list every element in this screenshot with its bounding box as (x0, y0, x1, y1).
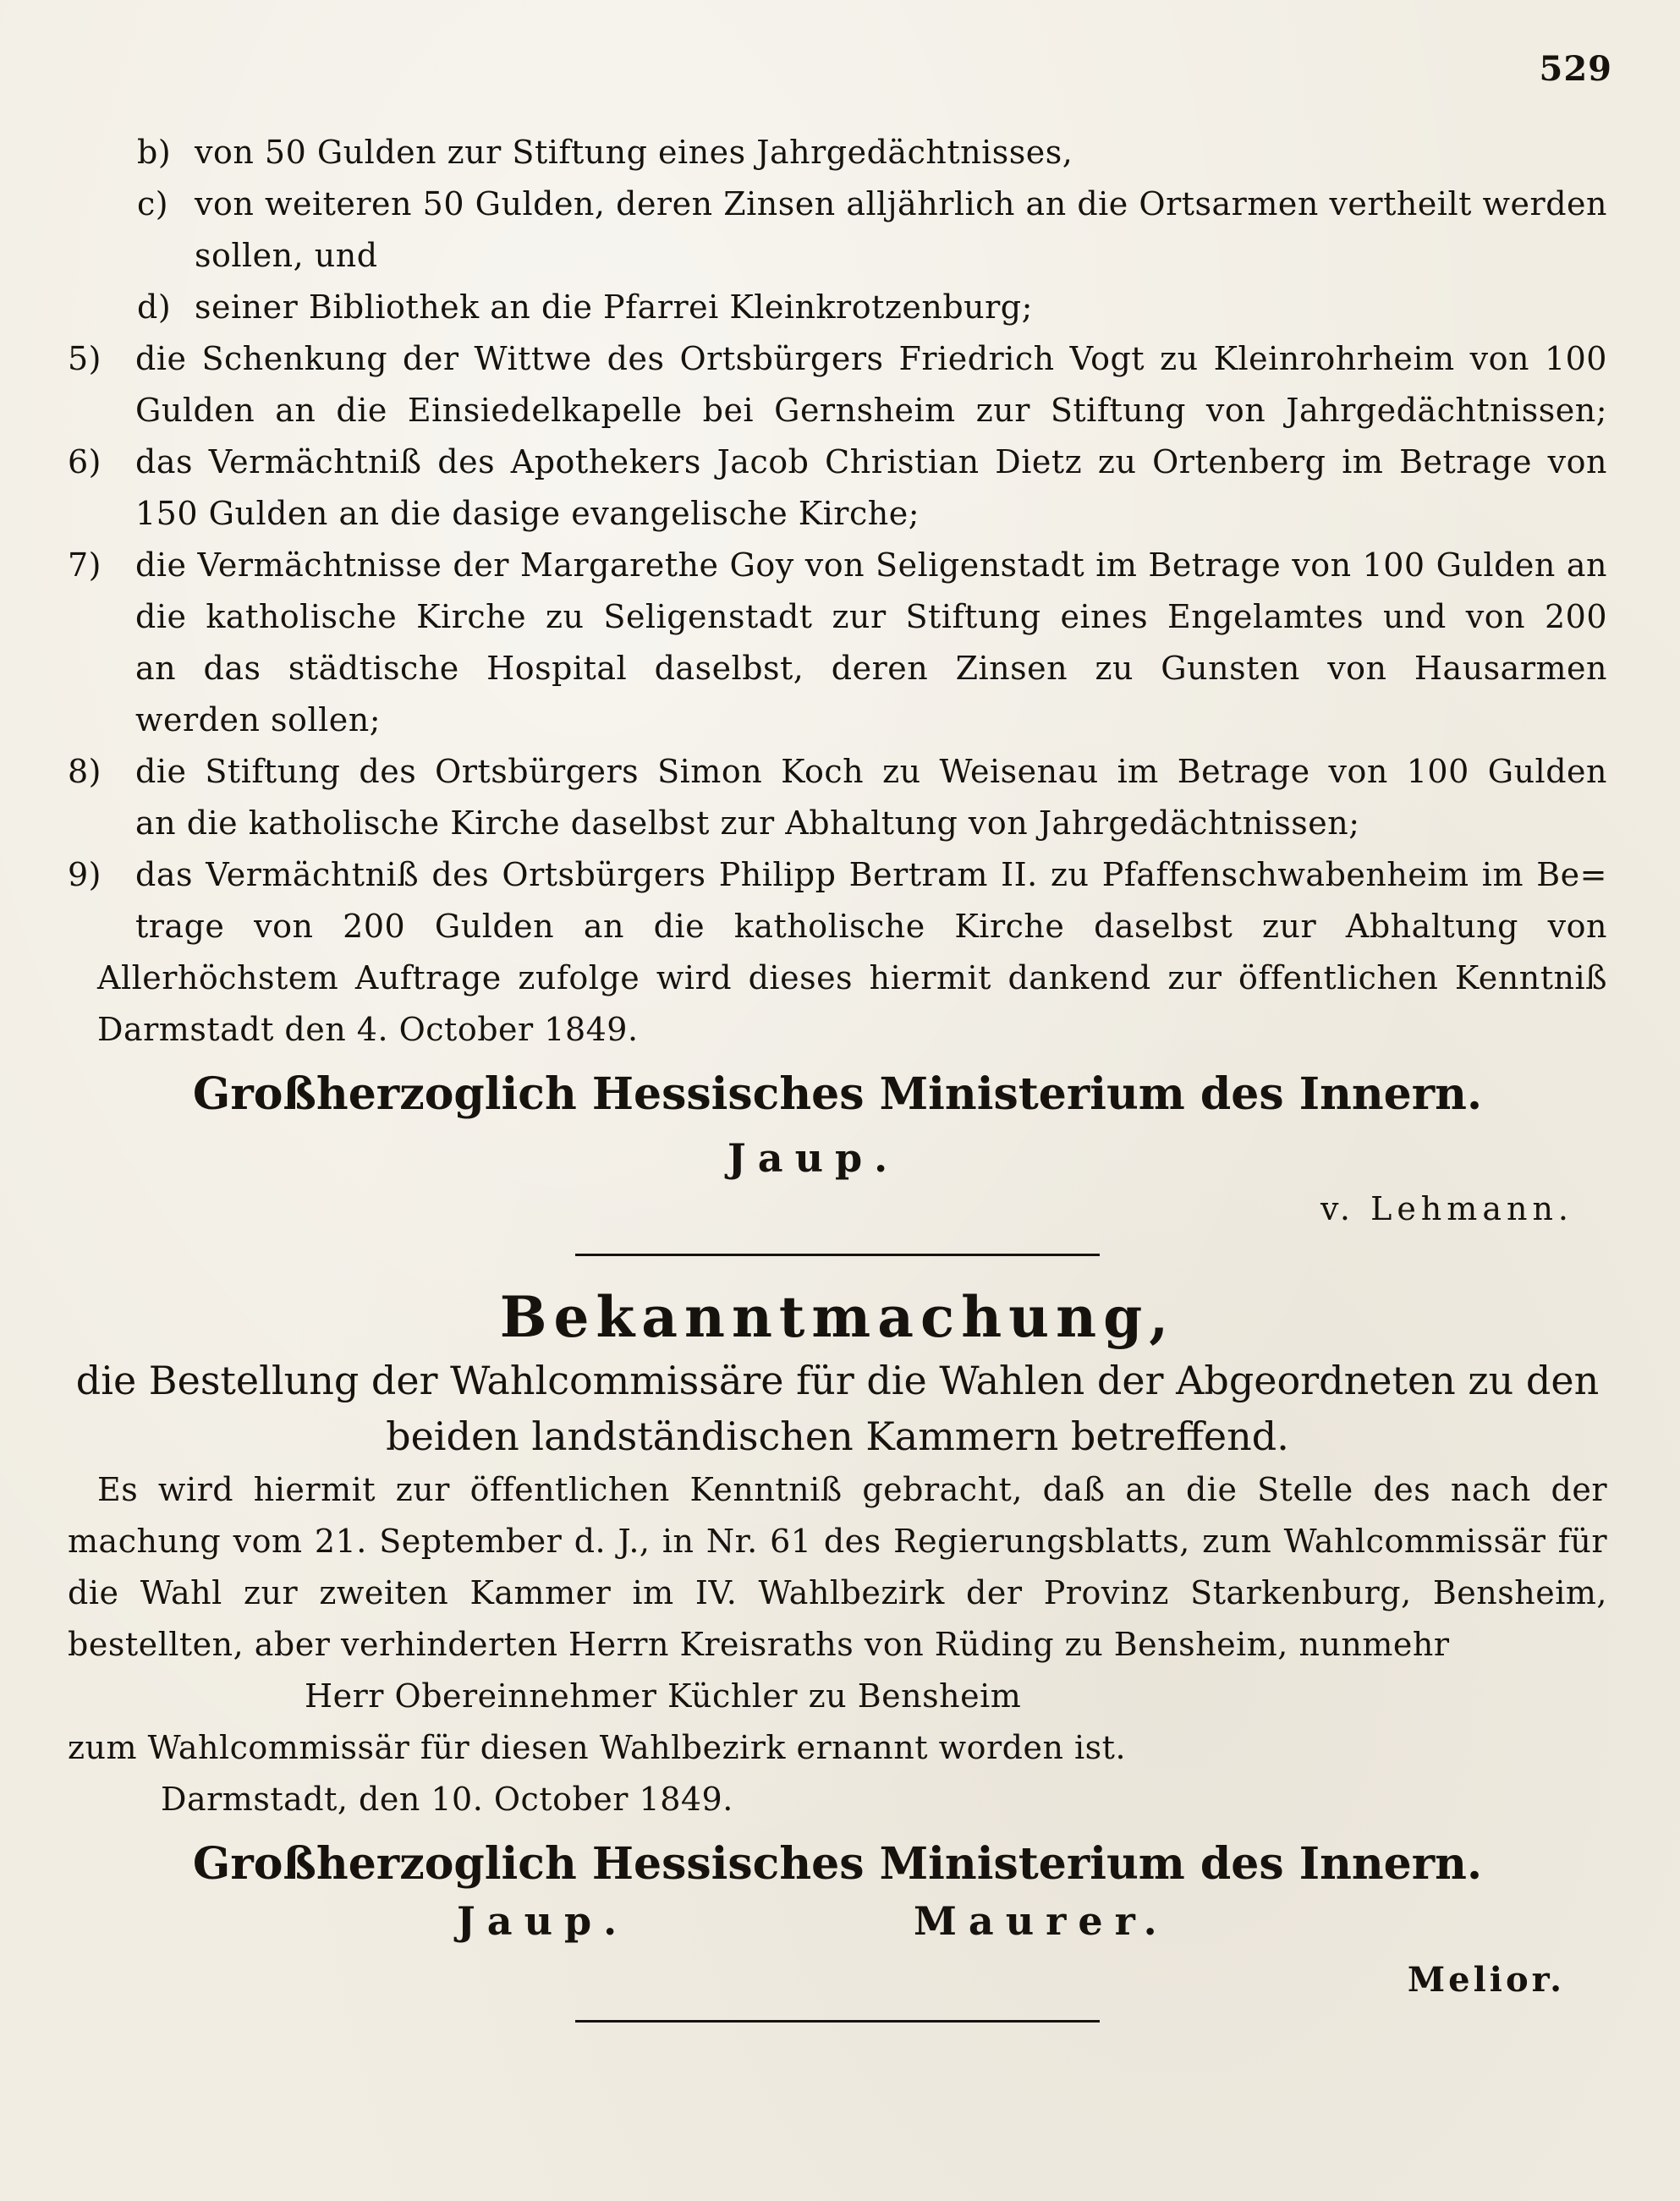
list-item-7 (68, 540, 1607, 591)
list-label: d) (137, 288, 172, 326)
signature-jaup: Jaup. (457, 1898, 629, 1944)
list-label: 6) (68, 443, 102, 480)
date-line: Darmstadt den 4. October 1849. (97, 1011, 639, 1048)
list-item-5 (68, 333, 1607, 385)
announcement-subtitle: beiden landständischen Kammern betreffend. (386, 1413, 1289, 1459)
list-item-b (68, 127, 1607, 178)
list-label: 8) (68, 753, 102, 790)
list-text: seiner Bibliothek an die Pfarrei Kleinkrotzenburg; (195, 288, 1033, 326)
signature-jaup: Jaup. (727, 1135, 900, 1181)
signature-lehmann: v. Lehmann. (1320, 1190, 1573, 1227)
list-text: die Vermächtnisse der Margarethe Goy von Seligenstadt im Betrage von 100 Gulden an (135, 546, 1607, 584)
list-text: die Schenkung der Wittwe des Ortsbürgers Friedrich Vogt zu Kleinrohrheim von 100 (135, 340, 1607, 377)
list-text: das Vermächtniß des Ortsbürgers Philipp Bertram II. zu Pfaffenschwabenheim im Be= (135, 856, 1607, 893)
list-item-9-cont: trage von 200 Gulden an die katholische Kirche daselbst zur Abhaltung von (135, 908, 1607, 945)
signature-maurer: Maurer. (914, 1898, 1169, 1944)
list-item-9 (68, 849, 1607, 901)
page-number: 529 (1539, 49, 1612, 89)
list-label: 7) (68, 546, 102, 584)
list-label: c) (137, 185, 169, 222)
appointee-line: Herr Obereinnehmer Küchler zu Bensheim (305, 1677, 1022, 1715)
announcement-title: Bekanntmachung, (499, 1284, 1176, 1350)
paragraph-line: zum Wahlcommissär für diesen Wahlbezirk ernannt worden ist. (68, 1729, 1127, 1766)
list-item-8-cont: an die katholische Kirche daselbst zur Abhaltung von Jahrgedächtnissen; (135, 804, 1360, 842)
closing-sentence: Allerhöchstem Auftrage zufolge wird dieses hiermit dankend zur öffentlichen Kenntniß (97, 959, 1607, 996)
list-text: von weiteren 50 Gulden, deren Zinsen alljährlich an die Ortsarmen vertheilt werden (195, 185, 1607, 222)
signature-row (68, 1898, 1607, 1959)
divider-rule (575, 2020, 1100, 2023)
list-item-6 (68, 436, 1607, 488)
list-label: 9) (68, 856, 102, 893)
paragraph-line: Es wird hiermit zur öffentlichen Kenntniß gebracht, daß an die Stelle des nach der (97, 1471, 1607, 1508)
document-body (68, 127, 1607, 2048)
list-label: b) (137, 134, 172, 171)
announcement-subtitle: die Bestellung der Wahlcommissäre für die Wahlen der Abgeordneten zu den (75, 1358, 1600, 1403)
list-item-7-cont: werden sollen; (135, 701, 381, 738)
paragraph-line: bestellten, aber verhinderten Herrn Kreisraths von Rüding zu Bensheim, nunmehr (68, 1626, 1450, 1663)
list-label: 5) (68, 340, 102, 377)
divider-rule (575, 1254, 1100, 1256)
list-item-7-cont: an das städtische Hospital daselbst, deren Zinsen zu Gunsten von Hausarmen (135, 650, 1607, 687)
paragraph-line: machung vom 21. September d. J., in Nr. 61 des Regierungsblatts, zum Wahlcommissär für (68, 1523, 1607, 1560)
list-item-7-cont: die katholische Kirche zu Seligenstadt zur Stiftung eines Engelamtes und von 200 (135, 598, 1607, 635)
date-line: Darmstadt, den 10. October 1849. (161, 1781, 733, 1818)
paragraph-line: die Wahl zur zweiten Kammer im IV. Wahlbezirk der Provinz Starkenburg, Bensheim, (68, 1574, 1607, 1611)
signature-melior: Melior. (1407, 1960, 1565, 2000)
ministry-title: Großherzoglich Hessisches Ministerium des Innern. (192, 1838, 1483, 1890)
list-item-c (68, 178, 1607, 230)
list-text: die Stiftung des Ortsbürgers Simon Koch zu Weisenau im Betrage von 100 Gulden (135, 753, 1607, 790)
list-item-8 (68, 746, 1607, 798)
list-text: von 50 Gulden zur Stiftung eines Jahrgedächtnisses, (195, 134, 1073, 171)
list-item-c-cont: sollen, und (195, 237, 378, 274)
list-item-d (68, 282, 1607, 333)
list-text: das Vermächtniß des Apothekers Jacob Christian Dietz zu Ortenberg im Betrage von (135, 443, 1607, 480)
list-item-6-cont: 150 Gulden an die dasige evangelische Kirche; (135, 495, 920, 532)
list-item-5-cont: Gulden an die Einsiedelkapelle bei Gernsheim zur Stiftung von Jahrgedächtnissen; (135, 392, 1607, 429)
ministry-title: Großherzoglich Hessisches Ministerium des Innern. (192, 1068, 1483, 1120)
